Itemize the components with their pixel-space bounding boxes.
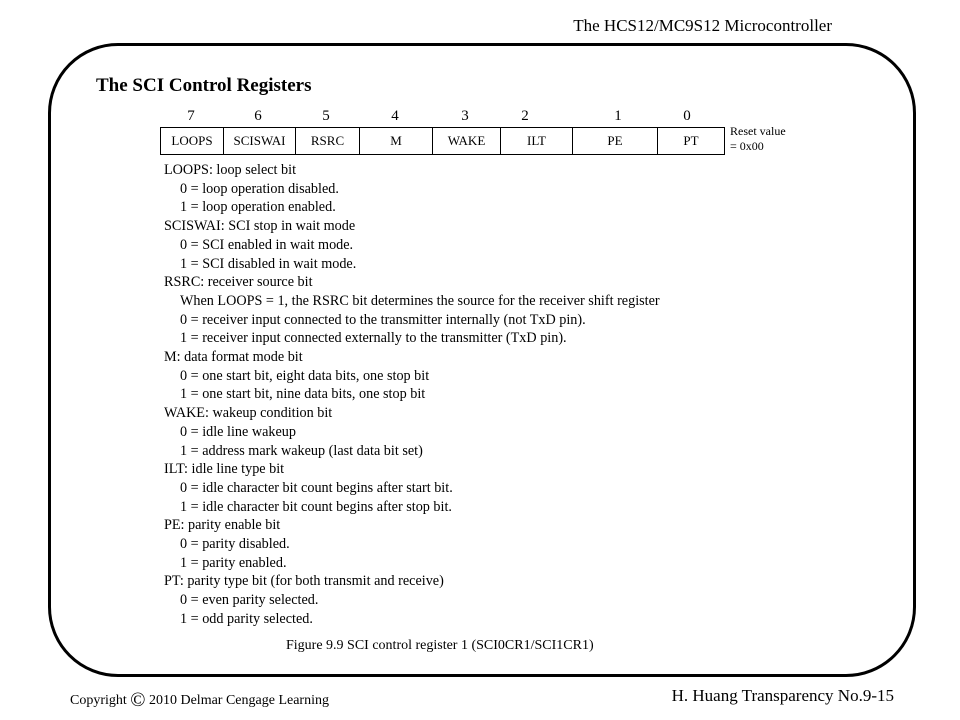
description-heading-line: SCISWAI: SCI stop in wait mode	[164, 218, 356, 235]
bit-number: 4	[391, 108, 399, 124]
reset-value	[730, 124, 786, 154]
description-heading-line: M: data format mode bit	[164, 349, 303, 366]
transparency-number: H. Huang Transparency No.9-15	[671, 686, 894, 705]
description-detail-line: 0 = idle character bit count begins after start bit.	[180, 479, 453, 496]
description-detail-line: 0 = SCI enabled in wait mode.	[180, 236, 354, 253]
bit-number: 6	[254, 108, 262, 124]
register-field-row	[161, 128, 725, 155]
register-field-cell: PE	[573, 128, 658, 155]
register-field-cell: WAKE	[433, 128, 501, 155]
copyright	[70, 689, 329, 712]
reset-value-label: Reset value	[730, 124, 786, 138]
description-detail-line: 1 = address mark wakeup (last data bit set)	[180, 442, 423, 459]
description-detail-line: 0 = idle line wakeup	[180, 423, 296, 440]
bit-number: 5	[322, 108, 330, 124]
description-heading-line: PT: parity type bit (for both transmit and receive)	[164, 573, 444, 590]
description-detail-line: 1 = SCI disabled in wait mode.	[180, 255, 357, 272]
description-heading-line: ILT: idle line type bit	[164, 461, 285, 478]
copyright-symbol: ©	[130, 689, 146, 711]
copyright-prefix: Copyright	[70, 693, 127, 708]
reset-value-number: = 0x00	[730, 139, 764, 153]
description-detail-line: When LOOPS = 1, the RSRC bit determines the source for the receiver shift register	[180, 292, 660, 309]
description-heading-line: RSRC: receiver source bit	[164, 274, 313, 291]
description-heading-line: PE: parity enable bit	[164, 517, 281, 534]
description-detail-line: 1 = odd parity selected.	[180, 610, 313, 627]
register-field-cell: RSRC	[296, 128, 360, 155]
description-detail-line: 0 = loop operation disabled.	[180, 180, 339, 197]
description-detail-line: 0 = parity disabled.	[180, 536, 290, 553]
register-bit-table	[160, 127, 725, 155]
description-detail-line: 1 = idle character bit count begins after stop bit.	[180, 498, 452, 515]
header-title: The HCS12/MC9S12 Microcontroller	[573, 16, 832, 35]
register-field-cell: M	[360, 128, 433, 155]
register-field-cell: ILT	[501, 128, 573, 155]
bit-number-row	[160, 108, 724, 128]
description-heading-line: LOOPS: loop select bit	[164, 162, 297, 178]
register-field-cell: SCISWAI	[224, 128, 296, 155]
bit-descriptions	[164, 161, 660, 629]
description-detail-line: 1 = one start bit, nine data bits, one stop bit	[180, 386, 426, 403]
description-detail-line: 1 = loop operation enabled.	[180, 199, 336, 216]
description-detail-line: 1 = parity enabled.	[180, 554, 287, 571]
description-detail-line: 0 = receiver input connected to the transmitter internally (not TxD pin).	[180, 311, 586, 328]
bit-number: 1	[614, 108, 622, 124]
description-detail-line: 1 = receiver input connected externally to the transmitter (TxD pin).	[180, 330, 567, 347]
bit-number: 3	[461, 108, 469, 124]
slide-title: The SCI Control Registers	[96, 75, 312, 96]
description-detail-line: 0 = one start bit, eight data bits, one stop bit	[180, 367, 430, 384]
bit-number: 7	[187, 108, 195, 124]
register-field-cell: PT	[658, 128, 725, 155]
description-heading-line: WAKE: wakeup condition bit	[164, 405, 333, 422]
figure-caption: Figure 9.9 SCI control register 1 (SCI0CR1/SCI1CR1)	[286, 638, 594, 653]
description-detail-line: 0 = even parity selected.	[180, 592, 319, 609]
register-field-cell: LOOPS	[161, 128, 224, 155]
bit-number: 0	[683, 108, 691, 124]
bit-number: 2	[521, 108, 529, 124]
copyright-text: 2010 Delmar Cengage Learning	[148, 693, 329, 708]
